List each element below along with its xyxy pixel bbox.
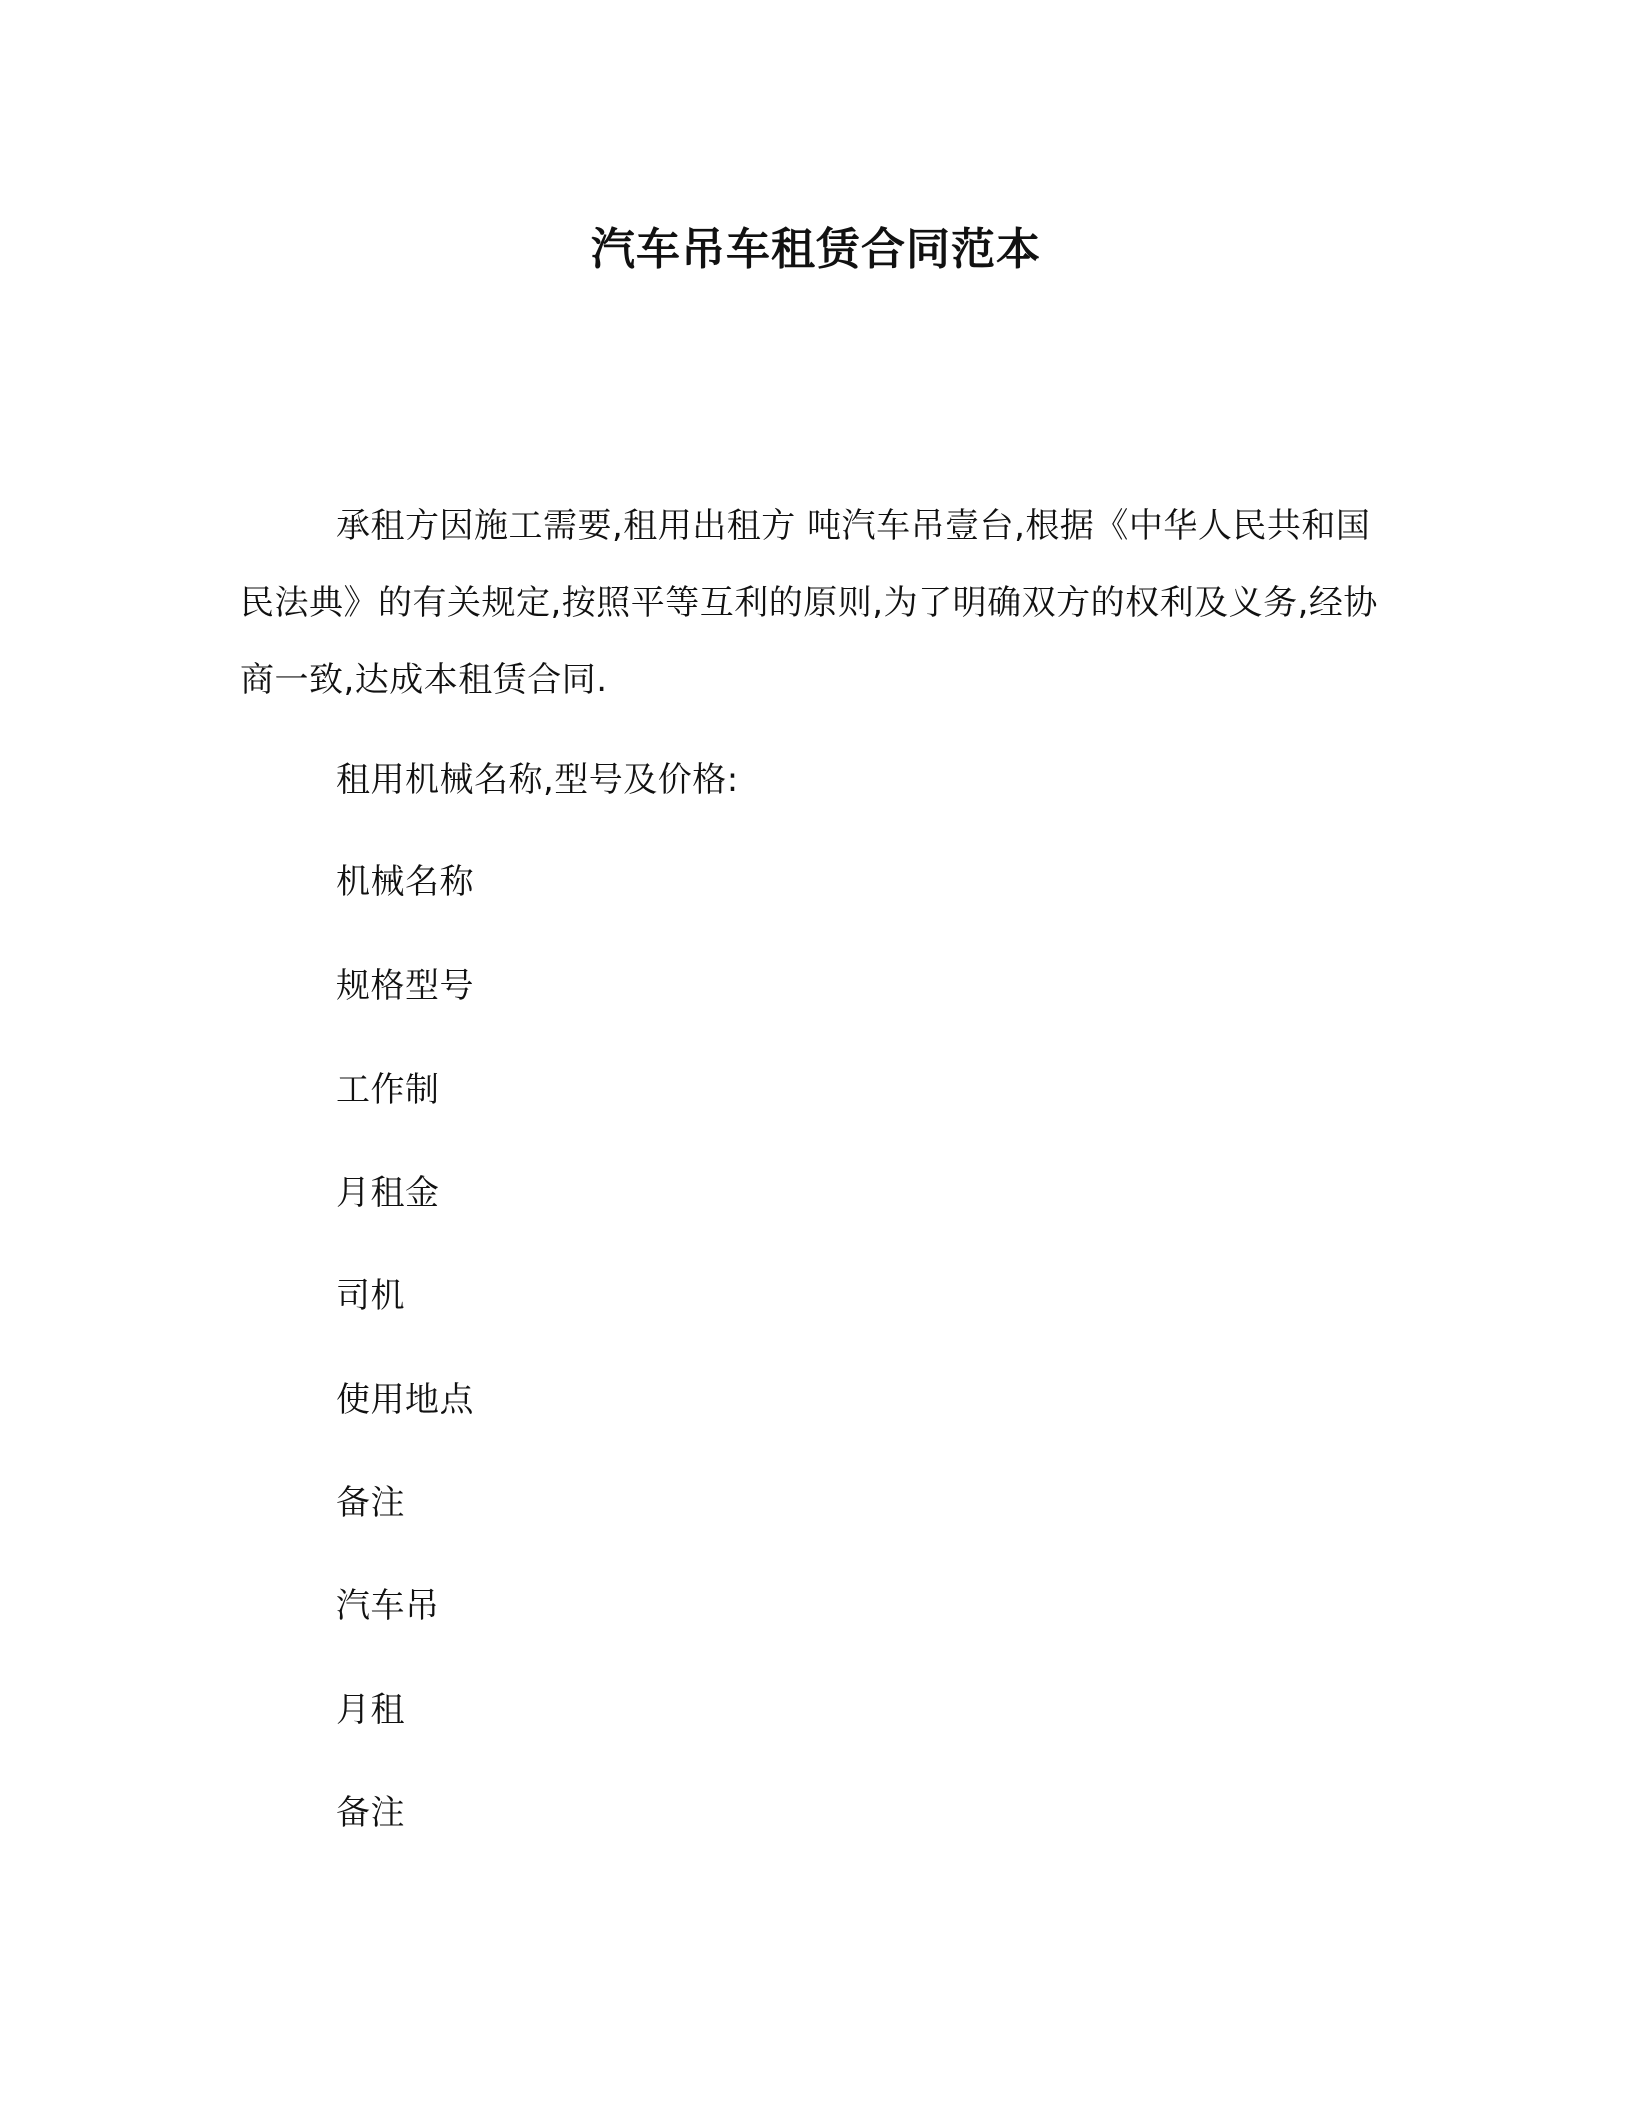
list-item: 汽车吊 [336, 1586, 440, 1626]
list-item: 机械名称 [336, 862, 474, 902]
intro-paragraph: 承租方因施工需要,租用出租方 吨汽车吊壹台,根据《中华人民共和国民法典》的有关规定,按照平等互利的原则,为了明确双方的权利及义务,经协商一致,达成本租赁合同. [240, 506, 1378, 700]
list-item: 规格型号 [336, 966, 474, 1006]
list-item: 司机 [336, 1276, 405, 1316]
list-item: 工作制 [336, 1070, 440, 1110]
list-item: 月租金 [336, 1173, 440, 1213]
document-title: 汽车吊车租赁合同范本 [591, 224, 1041, 275]
section-heading: 租用机械名称,型号及价格: [336, 760, 739, 800]
list-item: 备注 [336, 1793, 405, 1833]
list-item: 月租 [336, 1690, 405, 1730]
list-item: 备注 [336, 1483, 405, 1523]
list-item: 使用地点 [336, 1380, 474, 1420]
